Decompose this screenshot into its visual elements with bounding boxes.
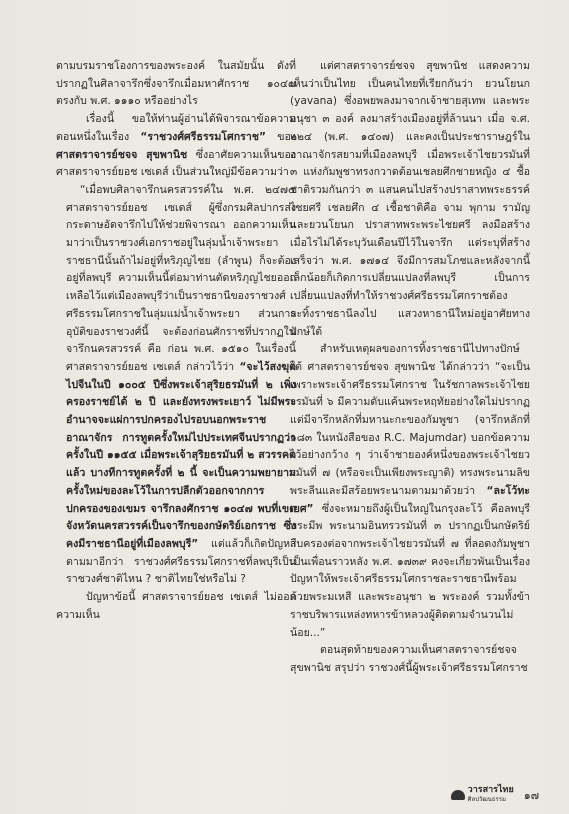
text-run: ซึ่งจะหมายถึงผู้เป็นใหญ่ในกรุงละโว้ คือลพบุรีพระมีพ พระนามอินทรวรมันที่ ๓ ปรากฏเป็นกษัตริย์สืบครองต่อจากพระเจ้าไชยวรมันที่ ๗ ที่ลอดงกัมพูชา เป็นเพื่อนราวหลัง พ.ศ. ๑๗๓๙ คงจะเกี่ยวพันเป็นเรื่องปัญหาให้พระเจ้าศรีธรรมโศกราชละราชธานีพร้อมด้วยพระมเหสี และพระอนุชา ๒ พระองค์ รวมทั้งข้าราชบริพารแหล่งทหารข้าหลวงผู้ติดตามจำนวนไม่น้อย...” (290, 502, 530, 639)
author-name: ศาสตราจารย์ชจจ สุขพานิช (56, 148, 188, 161)
left-column (56, 58, 296, 625)
emphasized-term: “ละโว้ทะเยศ” (290, 484, 530, 515)
block-quote (56, 182, 296, 589)
text-run: สำหรับเหตุผลของการทิ้งราชธานีไปทางปักษ์ใต้ ศาสตราจารย์ชจจ สุขพานิช ได้กล่าวว่า “จะเป็นเพราะพระเจ้าศรีธรรมโศกราช ในรัชกาลพระเจ้าไชยวรมันที่ ๖ มีความดับแค้นพระหฤทัยอย่างใดไม่ปรากฏแต่มีจารึกหลักที่มหานะกะของกัมพูชา (จารึกหลักที่ ๑๘๓ ในหนังสือของ R.C. Majumdar) บอกข้อความไว้อย่างกว้าง ๆ ว่าเจ้าชายองค์หนึ่งของพระเจ้าไชยวรมันที่ ๗ (หรือจะเป็นเพียงพระญาติ) ทรงพระนามลิขพระลีนและมีสร้อยพระนามตามมาด้วยว่า (290, 343, 530, 497)
paragraph: ตอนสุดท้ายของความเห็นศาสตราจารย์ชจจสุขพานิช สรุปว่า ราชวงศ์นี้ผู้พระเจ้าศรีธรรมโศกราช (290, 644, 528, 674)
text-run: แต่แล้วก็เกิดปัญหาตามมาอีกว่า ราชวงศ์ศรีธรรมโศกราชที่ลพบุรีเป็นราชวงศ์ชาติไหน ? ชาติไทยใช่หรือไม่ ? (66, 537, 296, 586)
magazine-logo (451, 786, 514, 804)
logo-icon (451, 790, 465, 800)
paragraph (56, 111, 296, 182)
page-number: ๑๗ (523, 789, 539, 802)
paragraph: ตามบรมราชโองการของพระองค์ ในสมัยนั้น ดังที่ปรากฏในศิลาจารึกซึ่งจารึกเมื่อมหาศักราช ๑๐๔๗ ตรงกับ พ.ศ. ๑๑๑๐ หรืออย่างไร (56, 60, 296, 108)
logo-subtitle: ศิลปวัฒนธรรม (467, 796, 506, 803)
paragraph: แต่ศาสตราจารย์ชจจ สุขพานิช แสดงความเห็นว่าเป็นไทย เป็นคนไทยที่เรียกกันว่า ยวนโยนก (yavana) ซึ่งอพยพลงมาจากเจ้าชายสุเทพ และพระอนุชา ๓ องค์ ลงมาสร้างเมืองอยู่ที่ล้านนา เมื่อ จ.ศ. ๒๒๔ (พ.ศ. ๑๔๐๗) และคงเป็นประชาราษฎร์ในอาณาจักรสยามที่เมืองลพบุรี เมื่อพระเจ้าไชยวรมันที่ ๓ แห่งกัมพูชาทรงกวาดต้อนเชลยศึกชายหญิง ๔ ชื้อชาติรวมกันกว่า ๓ แสนคนไปสร้างปราสาทพระธรรค์ไชยศรี เชลยศึก ๔ เชื้อชาติคือ จาม พุกาม รามัญ และยวนโยนก ปราสาทพระพระไชยศรี ลงมือสร้างเมื่อไรไม่ได้ระบุวันเดือนปีไว้ในจารึก แต่ระบุที่สร้างเสร็จว่า พ.ศ. ๑๗๑๔ จึงมีการสมโภชและหลังจากนี้เล็กน้อยก็เกิดการเปลี่ยนแปลงที่ลพบุรี เป็นการเปลี่ยนแปลงที่ทำให้ราชวงศ์ศรีธรรมโศกราชต้องละทิ้งราชธานีลงไป แสวงหาธานีใหม่อยู่อาศัยทางปักษ์ใต้ (290, 60, 530, 338)
emphasized-quote: “จะไว้สงฆุตไปจีนในปี ๑๐๐๕ ปีซึ่งพระเจ้าสุริยธรมันที่ ๒ เพิ่งครองราชย์ได้ ๒ ปี และยังทรงพระเยาว์ ไม่มีพระอำนาจจะแผ่การปกครองไปรอบนอกพระราชอาณาจักร การทูตครั้งใหม่ไปประเทศจีนปรากฏว่าครั้งในปี ๑๑๕๕ เมื่อพระเจ้าสุริยธรมันที่ ๒ สวรรคตแล้ว บางทีการทูตครั้งที่ ๒ นี้ จะเป็นความพยายามครั้งใหม่ของละโว้ในการปลีกตัวออกจากการปกครองของเขมร จารึกลงศักราช ๑๐๔๗ พบที่เขตจังหวัดนครสวรรค์เป็นจารึกของกษัตริย์เอกราช ซึ่งคงมีราชธานีอยู่ที่เมืองลพบุรี” (66, 360, 296, 550)
page-footer (451, 786, 539, 804)
text-run: เรื่องนี้ ขอให้ท่านผู้อ่านได้พิจารณาข้อความตอนหนึ่งในเรื่อง (56, 113, 296, 143)
text-run: “เมื่อพบศิลาจารึกนครสวรรค์ใน พ.ศ. ๒๔๗๔ ศาสตราจารย์ยอช เซเดส์ ผู้ซึ่งกรมศิลปากรส่งกระดาษอัดจารึกไปให้ช่วยพิจารณา ออกความเห็นมาว่าเป็นราชวงศ์เอกราชอยู่ในลุ่มน้ำเจ้าพระยา ราชธานีนั้นถ้าไม่อยู่ที่หริภุญไชย (ลำพูน) ก็จะต้องอยู่ที่ลพบุรี ความเห็นนี้ต่อมาท่านตัดหริภุญไชยออกเหลือไว้แต่เมืองลพบุรีว่าเป็นราชธานีของราชวงศ์ศรีธรรมโศกราชในลุ่มแม่น้ำเจ้าพระยา ส่วนการอุบัติของราชวงศ์นี้ จะต้องก่อนศักราชที่ปรากฏในจารึกนครสวรรค์ คือ ก่อน พ.ศ. ๑๕๑๐ ในเรื่องนี้ศาสตราจารย์ยอช เซเดส์ กล่าวไว้ว่า (66, 183, 296, 373)
text-run: ซึ่งอาศัยความเห็นของศาสตราจารย์ยอช เซเดส์ เป็นส่วนใหญ่มีข้อความว่า (56, 148, 296, 179)
article-title: “ราชวงศ์ศรีธรรมโศกราช” (140, 130, 266, 143)
logo-title: วารสารไทย (467, 785, 514, 795)
text-run: ของ (265, 130, 296, 143)
paragraph (290, 341, 530, 642)
right-column (290, 58, 530, 678)
paragraph: ปัญหาข้อนี้ ศาสตราจารย์ยอช เซเดส์ ไม่ออกความเห็น (56, 591, 296, 621)
